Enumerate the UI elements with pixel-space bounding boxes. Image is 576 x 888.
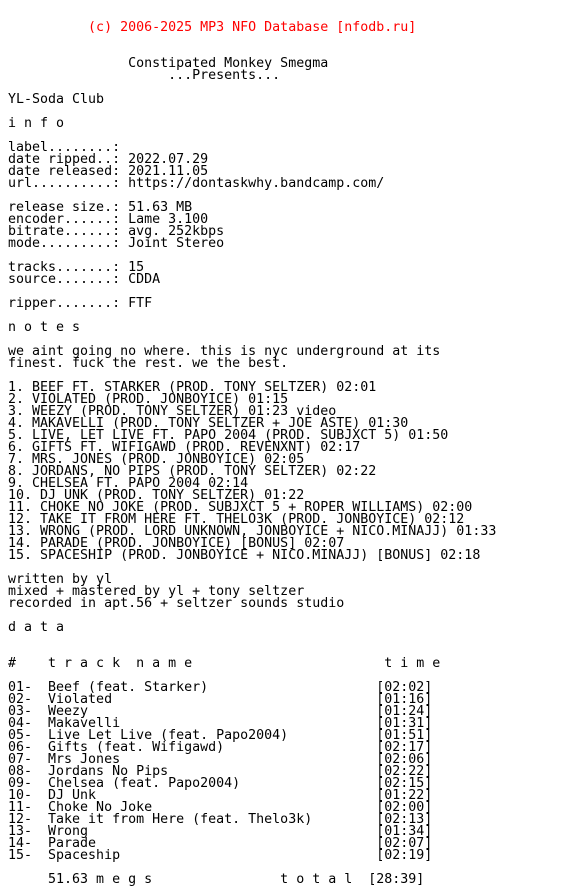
nfo-line: 2. VIOLATED (PROD. JONBOYICE) 01:15 <box>8 392 289 407</box>
nfo-line <box>8 634 496 646</box>
nfo-line: 07- Mrs Jones [02:06] <box>8 752 433 767</box>
nfo-line: label........: <box>8 140 121 155</box>
nfo-line: d a t a <box>8 620 65 635</box>
nfo-line: source.......: CDDA <box>8 272 161 287</box>
nfo-line: ripper.......: FTF <box>8 296 153 311</box>
nfo-line: 1. BEEF FT. STARKER (PROD. TONY SELTZER) 02:01 <box>8 380 377 395</box>
nfo-line: encoder......: Lame 3.100 <box>8 212 209 227</box>
nfo-line <box>8 106 496 118</box>
nfo-line: 51.63 m e g s t o t a l [28:39] <box>8 872 425 887</box>
nfo-line: 14. PARADE (PROD. JONBOYICE) [BONUS] 02:07 <box>8 536 345 551</box>
nfo-line: ...Presents... <box>8 68 281 83</box>
nfo-line: 04- Makavelli [01:31] <box>8 716 433 731</box>
nfo-line: 15. SPACESHIP (PROD. JONBOYICE + NICO.MINAJJ) [BONUS] 02:18 <box>8 548 481 563</box>
nfo-line: 06- Gifts (feat. Wifigawd) [02:17] <box>8 740 433 755</box>
nfo-line: 09- Chelsea (feat. Papo2004) [02:15] <box>8 776 433 791</box>
nfo-line: 13. WRONG (PROD. LORD UNKNOWN, JONBOYICE + NICO.MINAJJ) 01:33 <box>8 524 497 539</box>
nfo-line: i n f o <box>8 116 65 131</box>
nfo-line: 5. LIVE, LET LIVE FT. PAPO 2004 (PROD. SUBJXCT 5) 01:50 <box>8 428 449 443</box>
nfo-line: we aint going no where. this is nyc underground at its <box>8 344 441 359</box>
nfo-line <box>8 310 496 322</box>
nfo-line: mixed + mastered by yl + tony seltzer <box>8 584 305 599</box>
nfo-line: 11- Choke No Joke [02:00] <box>8 800 433 815</box>
nfo-line: n o t e s <box>8 320 81 335</box>
nfo-line: 11. CHOKE NO JOKE (PROD. SUBJXCT 5 + ROPER WILLIAMS) 02:00 <box>8 500 473 515</box>
nfo-line: 05- Live Let Live (feat. Papo2004) [01:51] <box>8 728 433 743</box>
nfo-line: 14- Parade [02:07] <box>8 836 433 851</box>
nfo-line: bitrate......: avg. 252kbps <box>8 224 225 239</box>
nfo-line: 4. MAKAVELLI (PROD. TONY SELTZER + JOE ASTE) 01:30 <box>8 416 409 431</box>
nfo-line: 7. MRS. JONES (PROD. JONBOYICE) 02:05 <box>8 452 305 467</box>
nfodb-copyright-header: (c) 2006-2025 MP3 NFO Database [nfodb.ru] <box>8 20 417 35</box>
nfo-line: recorded in apt.56 + seltzer sounds studio <box>8 596 345 611</box>
nfo-line: 13- Wrong [01:34] <box>8 824 433 839</box>
nfo-line: 15- Spaceship [02:19] <box>8 848 433 863</box>
nfo-line: 6. GIFTS FT. WIFIGAWD (PROD. REVENXNT) 02:17 <box>8 440 361 455</box>
nfo-line <box>8 610 496 622</box>
nfo-line: url..........: https://dontaskwhy.bandcamp.com/ <box>8 176 385 191</box>
nfo-line: 10. DJ UNK (PROD. TONY SELTZER) 01:22 <box>8 488 305 503</box>
nfo-line: release size.: 51.63 MB <box>8 200 193 215</box>
nfo-line: 02- Violated [01:16] <box>8 692 433 707</box>
nfo-line: 03- Weezy [01:24] <box>8 704 433 719</box>
nfo-line: date ripped..: 2022.07.29 <box>8 152 209 167</box>
nfo-line: written by yl <box>8 572 113 587</box>
nfo-text <box>8 0 496 886</box>
nfo-line: 08- Jordans No Pips [02:22] <box>8 764 433 779</box>
nfo-line: # t r a c k n a m e t i m e <box>8 656 441 671</box>
nfo-line: tracks.......: 15 <box>8 260 145 275</box>
nfo-line: Constipated Monkey Smegma <box>8 56 329 71</box>
nfo-line: 01- Beef (feat. Starker) [02:02] <box>8 680 433 695</box>
nfo-line: 3. WEEZY (PROD. TONY SELTZER) 01:23 video <box>8 404 337 419</box>
nfo-line: YL-Soda Club <box>8 92 105 107</box>
nfo-line: 12- Take it from Here (feat. Thelo3k) [02:13] <box>8 812 433 827</box>
nfo-line: 8. JORDANS, NO PIPS (PROD. TONY SELTZER) 02:22 <box>8 464 377 479</box>
nfo-line: date released: 2021.11.05 <box>8 164 209 179</box>
nfo-line: 10- DJ Unk [01:22] <box>8 788 433 803</box>
nfo-line: 9. CHELSEA FT. PAPO 2004 02:14 <box>8 476 249 491</box>
nfo-line: mode.........: Joint Stereo <box>8 236 225 251</box>
nfo-line: finest. fuck the rest. we the best. <box>8 356 289 371</box>
nfo-line: 12. TAKE IT FROM HERE FT. THELO3K (PROD. JONBOYICE) 02:12 <box>8 512 465 527</box>
